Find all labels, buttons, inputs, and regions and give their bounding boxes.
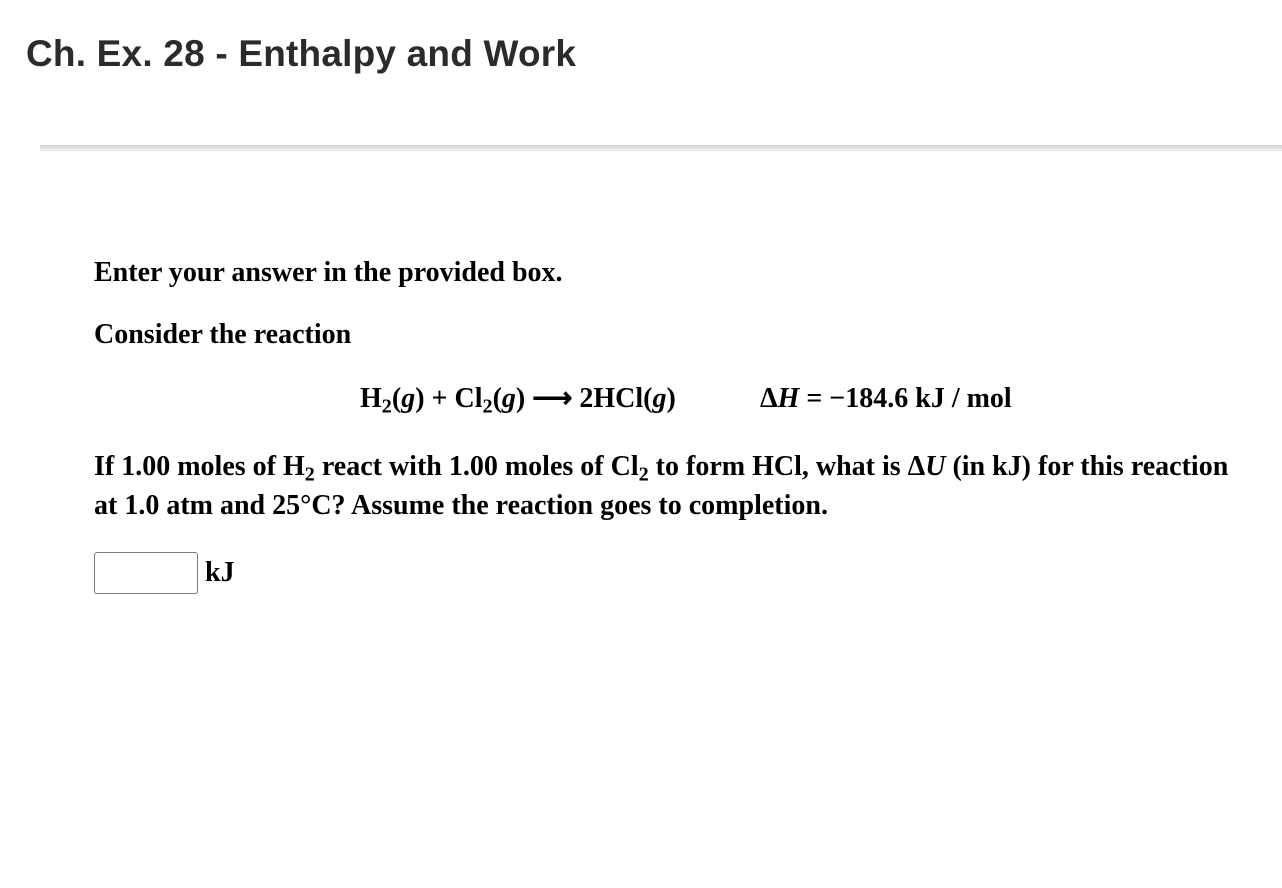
- enthalpy-symbol: H: [777, 383, 800, 414]
- reaction-equation: [360, 380, 676, 418]
- equation-g3-close: ): [666, 383, 676, 414]
- prompt-h-subscript: 2: [304, 463, 315, 486]
- enthalpy-delta: Δ: [760, 383, 778, 414]
- equation-g1-open: (: [391, 383, 402, 414]
- answer-unit: kJ: [205, 557, 235, 588]
- prompt-part1: If 1.00 moles of H: [94, 451, 305, 482]
- prompt-u-symbol: U: [925, 451, 946, 482]
- equation-g2: g: [501, 383, 516, 414]
- enthalpy-value: = −184.6 kJ / mol: [799, 383, 1012, 414]
- answer-row: [94, 552, 235, 594]
- equation-g1: g: [401, 383, 416, 414]
- equation-g1-close: ): [415, 383, 425, 414]
- instruction-text: Enter your answer in the provided box.: [94, 257, 563, 288]
- equation-cl-subscript: 2: [482, 395, 493, 418]
- question-prompt: [94, 447, 1234, 525]
- equation-g3: g: [652, 383, 667, 414]
- equation-cl: Cl: [454, 383, 483, 414]
- prompt-part3: to form HCl, what is Δ: [648, 451, 926, 482]
- page-title: Ch. Ex. 28 - Enthalpy and Work: [26, 33, 577, 74]
- prompt-cl-subscript: 2: [638, 463, 649, 486]
- equation-g2-open: (: [492, 383, 502, 414]
- equation-h-subscript: 2: [381, 395, 392, 418]
- equation-plus: +: [424, 383, 455, 414]
- equation-h: H: [360, 383, 382, 414]
- prompt-part2: react with 1.00 moles of Cl: [314, 451, 639, 482]
- answer-input[interactable]: [94, 552, 198, 594]
- equation-arrow: ) ⟶: [515, 383, 580, 414]
- prompt-part4: (in kJ) for this reaction at 1.0 atm and 25°C? Assume the reaction goes to completion.: [94, 451, 1229, 521]
- consider-text: Consider the reaction: [94, 319, 352, 350]
- header-divider: [40, 145, 1282, 153]
- equation-product: 2HCl(: [579, 383, 653, 414]
- enthalpy-change: [760, 380, 1012, 418]
